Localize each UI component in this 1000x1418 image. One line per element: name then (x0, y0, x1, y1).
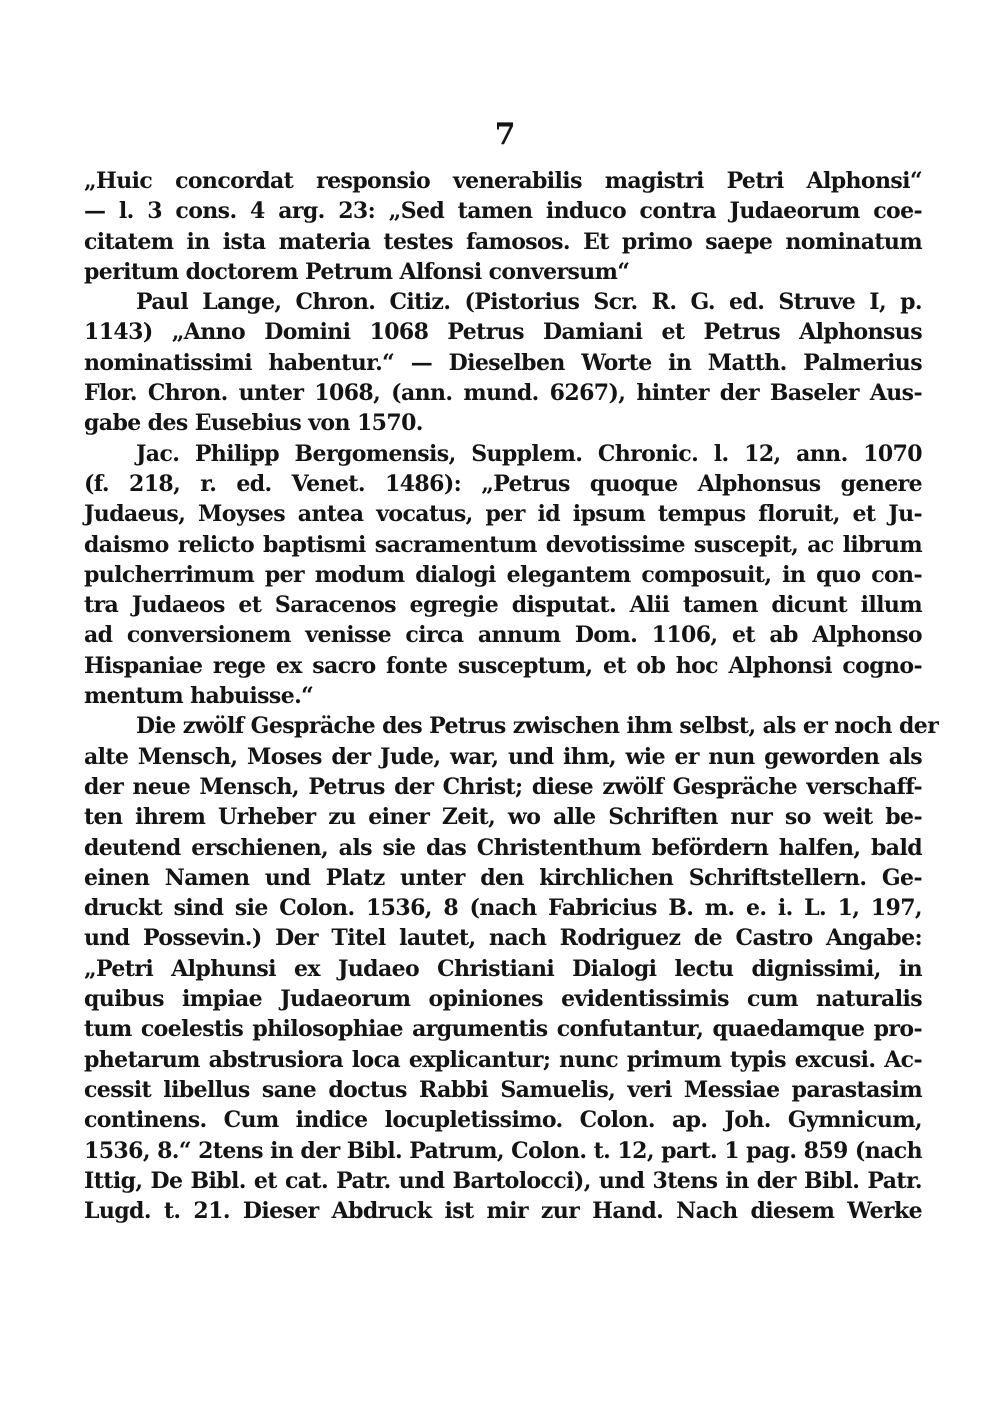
text-line: peritum doctorem Petrum Alfonsi conversum“ (84, 258, 630, 285)
text-line: der neue Mensch, Petrus der Christ; diese zwölf Gespräche verschaff- (84, 773, 922, 800)
text-line: daismo relicto baptismi sacramentum devotissime suscepit, ac librum (84, 531, 922, 558)
text-line: Judaeus, Moyses antea vocatus, per id ipsum tempus floruit, et Ju- (84, 501, 922, 528)
text-line: Lugd. t. 21. Dieser Abdruck ist mir zur Hand. Nach diesem Werke (84, 1198, 922, 1225)
text-line: alte Mensch, Moses der Jude, war, und ihm, wie er nun geworden als (84, 743, 922, 770)
text-line: Paul Lange, Chron. Citiz. (Pistorius Scr. R. G. ed. Struve I, p. (136, 289, 922, 316)
text-line: 1536, 8.“ 2tens in der Bibl. Patrum, Colon. t. 12, part. 1 pag. 859 (nach (84, 1137, 922, 1164)
text-line: Die zwölf Gespräche des Petrus zwischen ihm selbst, als er noch der (136, 713, 939, 740)
text-line: Ittig, De Bibl. et cat. Patr. und Bartolocci), und 3tens in der Bibl. Patr. (84, 1167, 922, 1194)
text-line: citatem in ista materia testes famosos. Et primo saepe nominatum (84, 228, 922, 255)
text-line: einen Namen und Platz unter den kirchlichen Schriftstellern. Ge- (84, 864, 922, 891)
text-line: tra Judaeos et Saracenos egregie disputat. Alii tamen dicunt illum (84, 592, 922, 619)
text-line: 1143) „Anno Domini 1068 Petrus Damiani et Petrus Alphonsus (84, 319, 922, 346)
text-line: und Possevin.) Der Titel lautet, nach Rodriguez de Castro Angabe: (84, 925, 922, 952)
text-line: phetarum abstrusiora loca explicantur; nunc primum typis excusi. Ac- (84, 1046, 922, 1073)
text-line: „Huic concordat responsio venerabilis magistri Petri Alphonsi“ (84, 168, 922, 194)
text-line: nominatissimi habentur.“ — Dieselben Worte in Matth. Palmerius (84, 349, 922, 376)
text-line: (f. 218, r. ed. Venet. 1486): „Petrus quoque Alphonsus genere (84, 470, 922, 497)
text-line: tum coelestis philosophiae argumentis confutantur, quaedamque pro- (84, 1016, 922, 1043)
text-line: Flor. Chron. unter 1068, (ann. mund. 6267), hinter der Baseler Aus- (84, 380, 922, 407)
text-line: — l. 3 cons. 4 arg. 23: „Sed tamen induco contra Judaeorum coe- (84, 198, 922, 225)
text-line: continens. Cum indice locupletissimo. Colon. ap. Joh. Gymnicum, (84, 1107, 922, 1134)
text-line: deutend erschienen, als sie das Christenthum befördern halfen, bald (84, 834, 922, 861)
text-line: ten ihrem Urheber zu einer Zeit, wo alle Schriften nur so weit be- (84, 804, 922, 831)
text-line: cessit libellus sane doctus Rabbi Samuelis, veri Messiae parastasim (84, 1076, 922, 1103)
text-line: quibus impiae Judaeorum opiniones evidentissimis cum naturalis (84, 986, 922, 1013)
text-line: pulcherrimum per modum dialogi elegantem composuit, in quo con- (84, 561, 922, 588)
text-line: druckt sind sie Colon. 1536, 8 (nach Fabricius B. m. e. i. L. 1, 197, (84, 895, 922, 922)
text-line: ad conversionem venisse circa annum Dom. 1106, et ab Alphonso (84, 622, 922, 649)
page-number: 7 (494, 117, 516, 152)
text-line: „Petri Alphunsi ex Judaeo Christiani Dialogi lectu dignissimi, in (84, 955, 922, 982)
text-line: mentum habuisse.“ (84, 683, 314, 710)
text-line: Hispaniae rege ex sacro fonte susceptum, et ob hoc Alphonsi cogno- (84, 652, 922, 679)
text-line: Jac. Philipp Bergomensis, Supplem. Chronic. l. 12, ann. 1070 (136, 440, 922, 467)
text-line: gabe des Eusebius von 1570. (84, 410, 423, 437)
body-text (84, 166, 939, 1226)
